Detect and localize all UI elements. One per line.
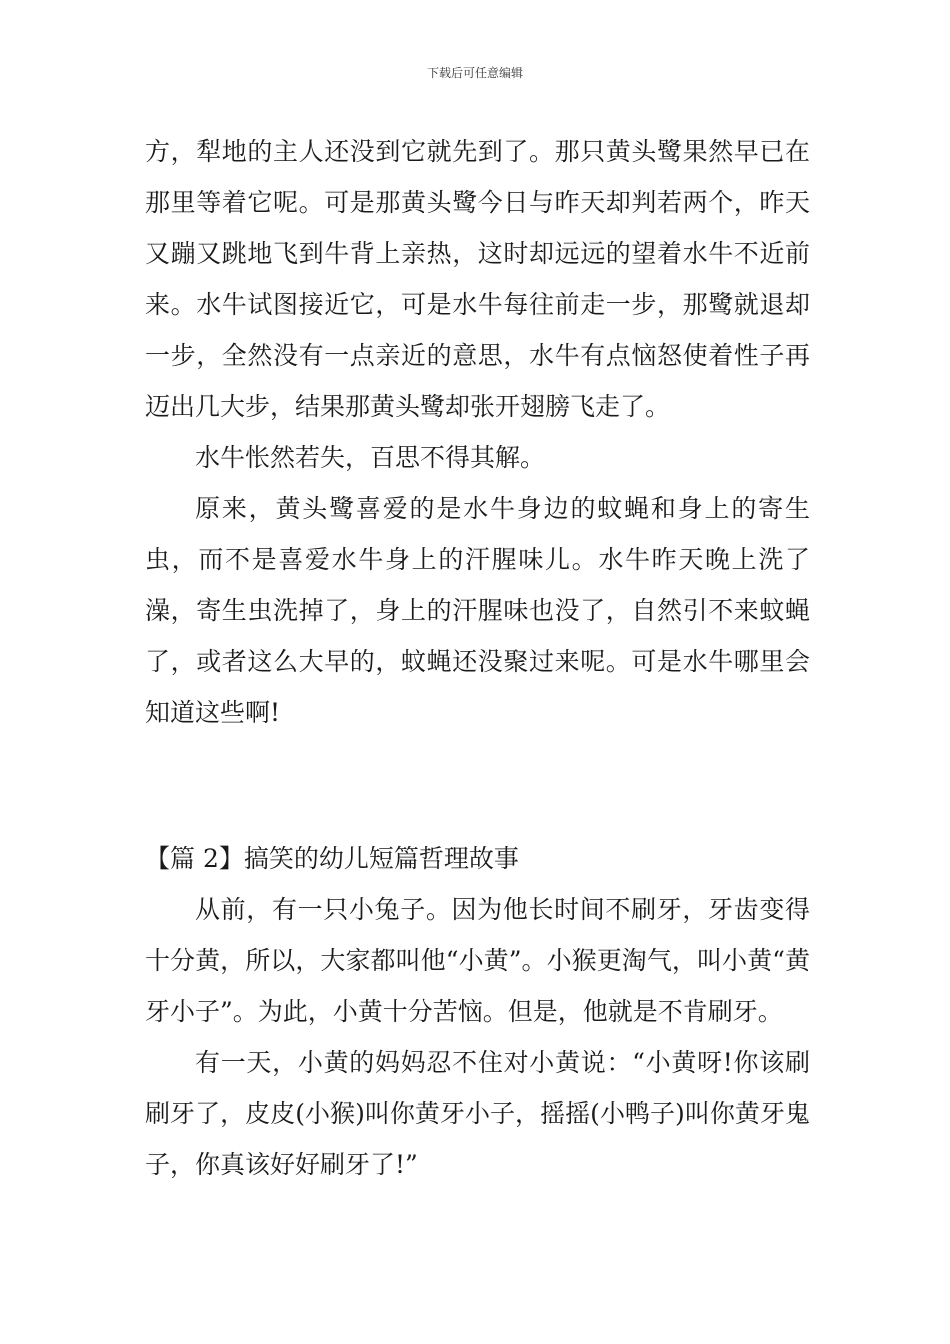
document-body [145, 126, 810, 1190]
story1-paragraph-2: 水牛怅然若失，百思不得其解。 [195, 443, 546, 472]
story2-title: 【篇 2】搞笑的幼儿短篇哲理故事 [145, 844, 519, 873]
story2-paragraph-2: 有一天，小黄的妈妈忍不住对小黄说：“小黄呀!你该刷刷牙了，皮皮(小猴)叫你黄牙小子，摇摇(小鸭子)叫你黄牙鬼子，你真该好好刷牙了!” [145, 1048, 810, 1179]
story2-paragraph-1: 从前，有一只小兔子。因为他长时间不刷牙，牙齿变得十分黄，所以，大家都叫他“小黄”。小猴更淘气，叫小黄“黄牙小子”。为此，小黄十分苦恼。但是，他就是不肯刷牙。 [145, 895, 810, 1026]
page-header-note: 下载后可任意编辑 [426, 66, 523, 80]
story1-paragraph-1: 方，犁地的主人还没到它就先到了。那只黄头鹭果然早已在那里等着它呢。可是那黄头鹭今日与昨天却判若两个，昨天又蹦又跳地飞到牛背上亲热，这时却远远的望着水牛不近前来。水牛试图接近它，可是水牛每往前走一步，那鹭就退却一步，全然没有一点亲近的意思，水牛有点恼怒使着性子再迈出几大步，结果那黄头鹭却张开翅膀飞走了。 [145, 137, 810, 421]
story1-paragraph-3: 原来，黄头鹭喜爱的是水牛身边的蚊蝇和身上的寄生虫，而不是喜爱水牛身上的汗腥味儿。水牛昨天晚上洗了澡，寄生虫洗掉了，身上的汗腥味也没了，自然引不来蚊蝇了，或者这么大早的，蚊蝇还没聚过来呢。可是水牛哪里会知道这些啊! [145, 494, 810, 727]
